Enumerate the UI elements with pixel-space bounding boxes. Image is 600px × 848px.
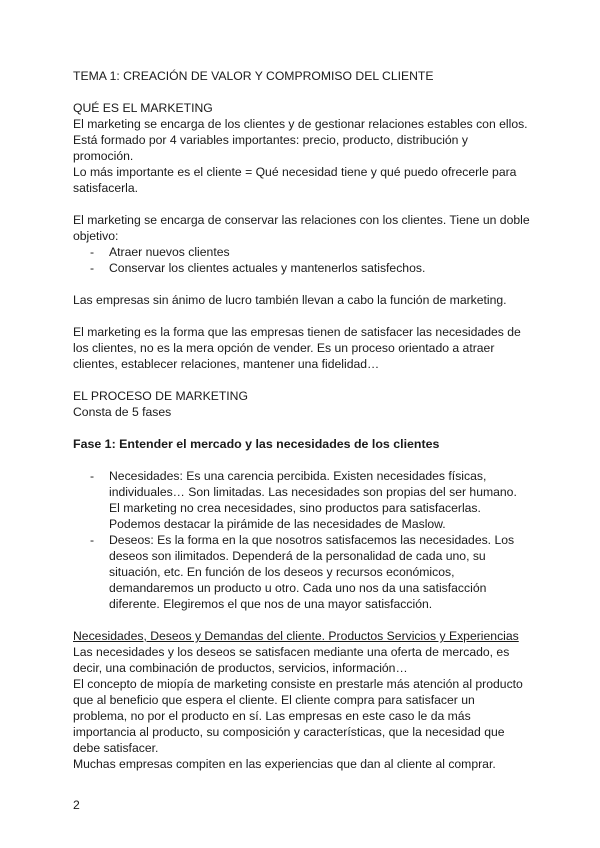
paragraph-line: decir, una combinación de productos, servicios, información… (73, 661, 408, 675)
list-item-line: - Deseos: Es la forma en la que nosotros satisfacemos las necesidades. Los (109, 533, 515, 547)
paragraph-line: debe satisfacer. (73, 741, 159, 755)
list-item: - Conservar los clientes actuales y mantenerlos satisfechos. (73, 260, 543, 276)
paragraph-line: Muchas empresas compiten en las experiencias que dan al cliente al comprar. (73, 757, 496, 771)
paragraph-line: El concepto de miopía de marketing consiste en prestarle más atención al producto (73, 677, 523, 691)
paragraph-line: El marketing se encarga de conservar las relaciones con los clientes. Tiene un doble (73, 213, 530, 227)
underlined-heading: Necesidades, Deseos y Demandas del cliente. Productos Servicios y Experiencias (73, 629, 519, 643)
paragraph-line: los clientes, no es la mera opción de vender. Es un proceso orientado a atraer (73, 341, 495, 355)
objectives-list (73, 244, 543, 276)
list-item-line: deseos son ilimitados. Dependerá de la personalidad de cada uno, su (109, 549, 486, 563)
list-item-line: diferente. Elegiremos el que nos de una mayor satisfacción. (109, 597, 433, 611)
needs-desires-list (73, 468, 543, 612)
paragraph-line: Lo más importante es el cliente = Qué necesidad tiene y qué puedo ofrecerle para (73, 165, 517, 179)
paragraph-line: Las necesidades y los deseos se satisfacen mediante una oferta de mercado, es (73, 645, 510, 659)
paragraph-line: satisfacerla. (73, 181, 139, 195)
page-content (73, 68, 543, 772)
section-heading-marketing: QUÉ ES EL MARKETING (73, 101, 213, 115)
paragraph: Las empresas sin ánimo de lucro también llevan a cabo la función de marketing. (73, 293, 507, 307)
paragraph-line: Está formado por 4 variables importantes: precio, producto, distribución y (73, 133, 468, 147)
list-item-line: Podemos destacar la pirámide de las necesidades de Maslow. (109, 517, 446, 531)
section-heading-process: EL PROCESO DE MARKETING (73, 389, 248, 403)
paragraph-line: El marketing es la forma que las empresas tienen de satisfacer las necesidades de (73, 325, 521, 339)
page-number: 2 (73, 798, 80, 812)
paragraph-line: objetivo: (73, 229, 119, 243)
list-item-line: demandaremos un producto u otro. Cada uno nos da una satisfacción (109, 581, 487, 595)
paragraph-line: promoción. (73, 149, 134, 163)
paragraph-line: clientes, establecer relaciones, mantener una fidelidad… (73, 357, 380, 371)
phase-1-heading: Fase 1: Entender el mercado y las necesidades de los clientes (73, 437, 440, 451)
list-item: - Atraer nuevos clientes (73, 244, 543, 260)
paragraph-line: importancia al producto, su composición y características, que la necesidad que (73, 725, 505, 739)
list-item-line: - Necesidades: Es una carencia percibida. Existen necesidades físicas, (109, 469, 487, 483)
document-title: TEMA 1: CREACIÓN DE VALOR Y COMPROMISO DEL CLIENTE (73, 69, 434, 83)
paragraph-line: El marketing se encarga de los clientes y de gestionar relaciones estables con ellos. (73, 117, 528, 131)
paragraph-line: problema, no por el producto en sí. Las empresas en este caso le da más (73, 709, 471, 723)
paragraph-line: que al beneficio que espera el cliente. El cliente compra para satisfacer un (73, 693, 475, 707)
list-item-line: El marketing no crea necesidades, sino productos para satisfacerlas. (109, 501, 481, 515)
list-item-desires (73, 532, 543, 612)
list-item-line: situación, etc. En función de los deseos y recursos económicos, (109, 565, 455, 579)
section-subheading: Consta de 5 fases (73, 405, 172, 419)
list-item-needs (73, 468, 543, 532)
list-item-line: individuales… Son limitadas. Las necesidades son propias del ser humano. (109, 485, 517, 499)
